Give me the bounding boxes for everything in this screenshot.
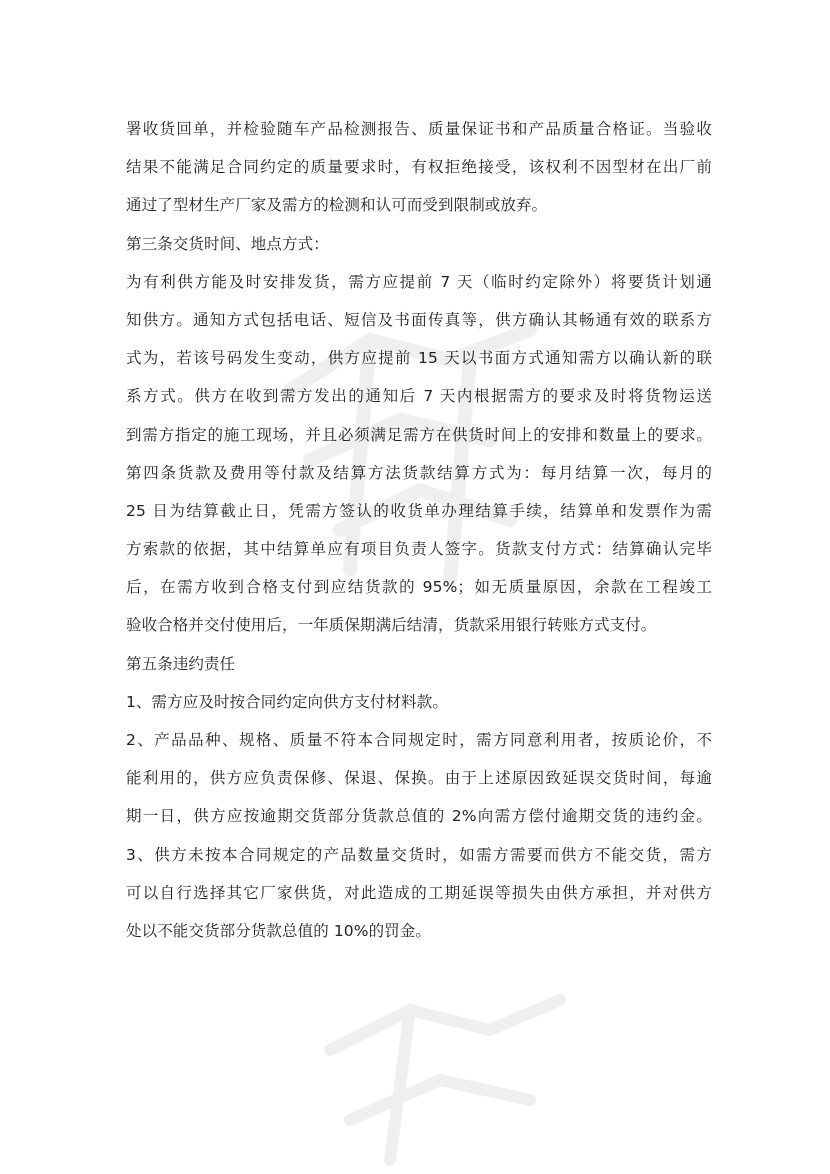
text-line: 25 日为结算截止日，凭需方签认的收货单办理结算手续，结算单和发票作为需 [126, 501, 712, 520]
text-line: 能利用的，供方应负责保修、保退、保换。由于上述原因致延误交货时间，每逾 [126, 769, 712, 788]
text-line: 1、需方应及时按合同约定向供方支付材料款。 [126, 692, 448, 711]
text-line: 后，在需方收到合格支付到应结货款的 95%；如无质量原因，余款在工程竣工 [126, 578, 712, 597]
text-line: 可以自行选择其它厂家供货，对此造成的工期延误等损失由供方承担，并对供方 [126, 883, 712, 902]
text-line: 通过了型材生产厂家及需方的检测和认可而受到限制或放弃。 [126, 196, 548, 215]
text-line: 方索款的依据，其中结算单应有项目负责人签字。货款支付方式：结算确认完毕 [126, 540, 712, 559]
text-line: 3、供方未按本合同规定的产品数量交货时，如需方需要而供方不能交货，需方 [126, 845, 712, 864]
text-line: 系方式。供方在收到需方发出的通知后 7 天内根据需方的要求及时将货物运送 [126, 387, 712, 406]
text-line: 到需方指定的施工现场，并且必须满足需方在供货时间上的安排和数量上的要求。 [126, 425, 712, 444]
text-line: 验收合格并交付使用后，一年质保期满后结清，货款采用银行转账方式支付。 [126, 616, 657, 635]
text-line: 知供方。通知方式包括电话、短信及书面传真等，供方确认其畅通有效的联系方 [126, 310, 712, 329]
text-line: 处以不能交货部分货款总值的 10%的罚金。 [126, 921, 431, 940]
text-line: 为有利供方能及时安排发货，需方应提前 7 天（临时约定除外）将要货计划通 [126, 272, 712, 291]
text-line: 第五条违约责任 [126, 654, 236, 673]
text-line: 第三条交货时间、地点方式： [126, 234, 329, 253]
document-body [126, 110, 712, 950]
text-line: 2、产品品种、规格、质量不符本合同规定时，需方同意利用者，按质论价，不 [126, 731, 712, 749]
text-line: 期一日，供方应按逾期交货部分货款总值的 2%向需方偿付逾期交货的违约金。 [126, 807, 712, 826]
watermark-graphic-bottom [300, 990, 580, 1170]
text-line: 第四条货款及费用等付款及结算方法货款结算方式为：每月结算一次，每月的 [126, 463, 712, 482]
text-line: 式为，若该号码发生变动，供方应提前 15 天以书面方式通知需方以确认新的联 [126, 349, 712, 368]
text-line: 结果不能满足合同约定的质量要求时，有权拒绝接受，该权利不因型材在出厂前 [126, 158, 712, 177]
text-line: 署收货回单，并检验随车产品检测报告、质量保证书和产品质量合格证。当验收 [126, 120, 712, 138]
